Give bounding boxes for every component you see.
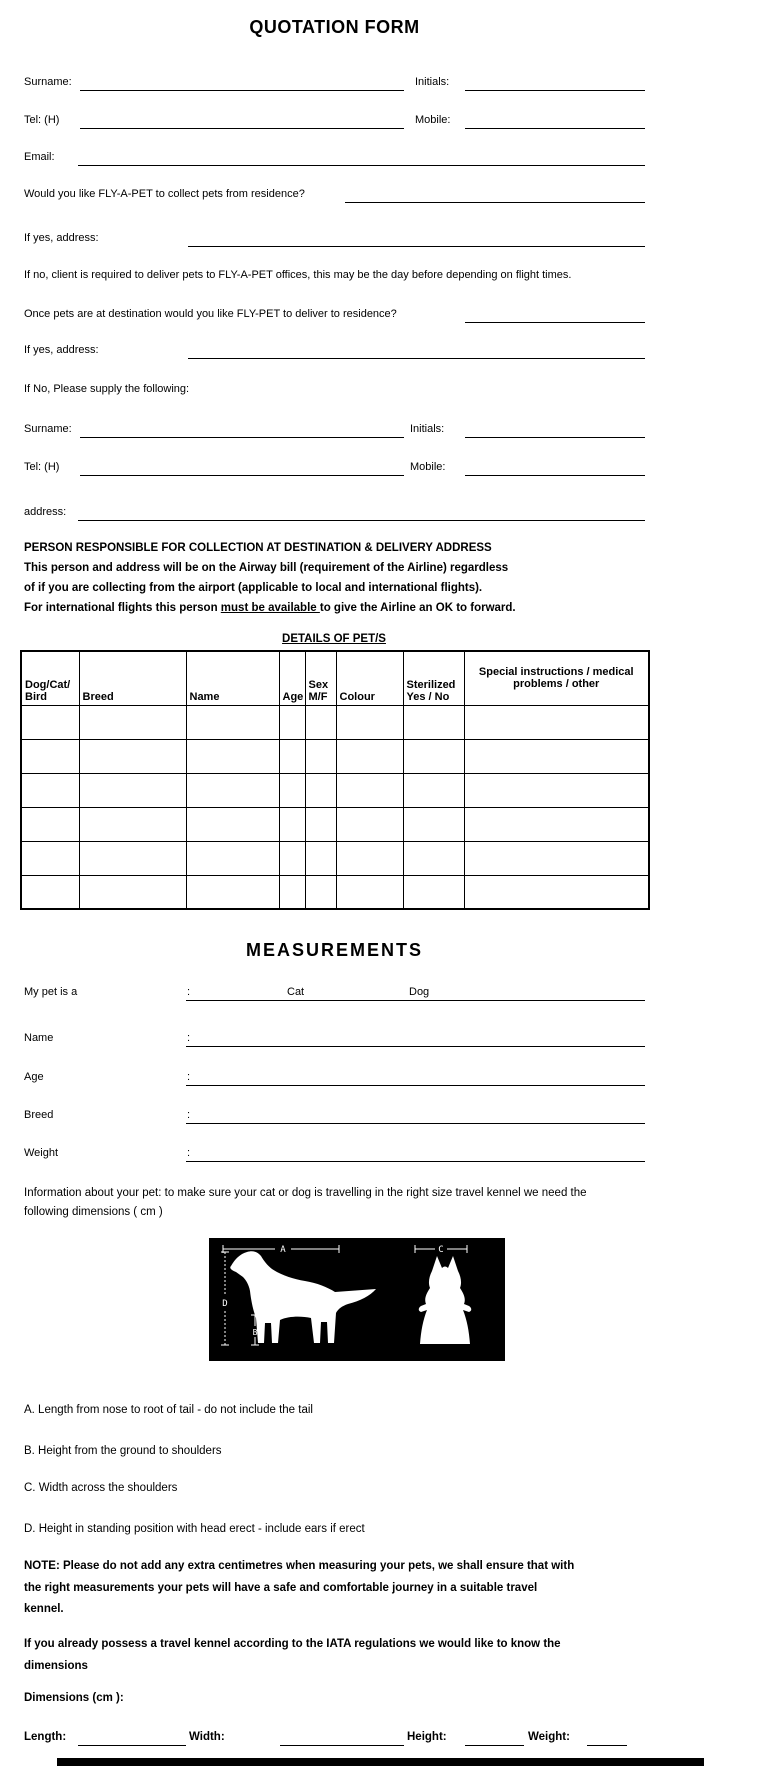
pet-table-cell[interactable] bbox=[79, 807, 186, 841]
m-age-label: Age bbox=[24, 1071, 44, 1083]
pet-table-cell[interactable] bbox=[21, 705, 79, 739]
pet-table-cell[interactable] bbox=[21, 841, 79, 875]
dest-surname-label: Surname: bbox=[24, 423, 72, 435]
deliver-answer-line[interactable] bbox=[465, 322, 645, 323]
pet-table-cell[interactable] bbox=[186, 739, 279, 773]
pet-table-cell[interactable] bbox=[464, 875, 649, 909]
dim-width-label: Width: bbox=[189, 1731, 225, 1743]
pet-table-cell[interactable] bbox=[186, 705, 279, 739]
dim-width-line[interactable] bbox=[280, 1745, 404, 1746]
pet-table-cell[interactable] bbox=[403, 841, 464, 875]
dest-initials-label: Initials: bbox=[410, 423, 445, 435]
pet-table-row bbox=[21, 773, 649, 807]
must-be-available-underline: must be available bbox=[220, 602, 320, 614]
m-name-colon: : bbox=[187, 1032, 191, 1044]
m-name-label: Name bbox=[24, 1032, 54, 1044]
dest-mobile-label: Mobile: bbox=[410, 461, 446, 473]
pet-table-cell[interactable] bbox=[403, 705, 464, 739]
if-yes-address-line[interactable] bbox=[188, 246, 645, 247]
col-header-breed: Breed bbox=[79, 651, 186, 705]
pet-table-cell[interactable] bbox=[79, 739, 186, 773]
col-header-colour: Colour bbox=[336, 651, 403, 705]
responsible-heading: PERSON RESPONSIBLE FOR COLLECTION AT DESTINATION & DELIVERY ADDRESS bbox=[24, 542, 492, 554]
surname-input-line[interactable] bbox=[80, 90, 404, 91]
m-name-line[interactable] bbox=[186, 1046, 645, 1047]
if-no-note: If no, client is required to deliver pets to FLY-A-PET offices, this may be the day before depending on flight times. bbox=[24, 269, 572, 281]
if-yes-address-line-2[interactable] bbox=[188, 358, 645, 359]
col-header-sex: Sex M/F bbox=[305, 651, 336, 705]
mobile-label: Mobile: bbox=[415, 114, 451, 126]
pet-table-cell[interactable] bbox=[186, 773, 279, 807]
cat-option[interactable]: Cat bbox=[287, 986, 305, 998]
dog-option[interactable]: Dog bbox=[409, 986, 430, 998]
m-breed-line[interactable] bbox=[186, 1123, 645, 1124]
responsible-line2: of if you are collecting from the airport (applicable to local and international flights). bbox=[24, 582, 483, 594]
page-title: QUOTATION FORM bbox=[249, 17, 420, 37]
pet-table-cell[interactable] bbox=[403, 875, 464, 909]
dim-weight-line[interactable] bbox=[587, 1745, 627, 1746]
collect-question-label: Would you like FLY-A-PET to collect pets from residence? bbox=[24, 188, 305, 200]
if-no-supply-label: If No, Please supply the following: bbox=[24, 383, 190, 395]
dim-weight-label: Weight: bbox=[528, 1731, 570, 1743]
if-yes-address-label-2: If yes, address: bbox=[24, 344, 99, 356]
dest-address-label: address: bbox=[24, 506, 67, 518]
dim-height-line[interactable] bbox=[465, 1745, 524, 1746]
pet-table-cell[interactable] bbox=[464, 705, 649, 739]
responsible-line3: For international flights this person must be available to give the Airline an OK to forward. bbox=[24, 602, 516, 614]
pet-table-row bbox=[21, 739, 649, 773]
col-header-name: Name bbox=[186, 651, 279, 705]
dest-surname-line[interactable] bbox=[80, 437, 404, 438]
dest-tel-line[interactable] bbox=[80, 475, 404, 476]
pet-type-label: My pet is a bbox=[24, 986, 78, 998]
pets-table-heading: DETAILS OF PET/S bbox=[282, 633, 386, 645]
col-header-special: Special instructions / medical problems / other bbox=[464, 651, 649, 705]
pet-table-row bbox=[21, 705, 649, 739]
if-yes-address-label: If yes, address: bbox=[24, 232, 99, 244]
pets-table bbox=[20, 650, 650, 910]
pets-table-header-row bbox=[21, 651, 649, 705]
pet-table-cell[interactable] bbox=[79, 875, 186, 909]
pet-table-cell[interactable] bbox=[336, 841, 403, 875]
pet-table-cell[interactable] bbox=[186, 875, 279, 909]
initials-label: Initials: bbox=[415, 76, 450, 88]
legend-b: B. Height from the ground to shoulders bbox=[24, 1445, 222, 1457]
responsible-line1: This person and address will be on the Airway bill (requirement of the Airline) regardless bbox=[24, 562, 509, 574]
pet-table-cell[interactable] bbox=[305, 773, 336, 807]
pet-table-cell[interactable] bbox=[279, 739, 305, 773]
pet-table-cell[interactable] bbox=[336, 705, 403, 739]
m-weight-colon: : bbox=[187, 1147, 191, 1159]
pet-table-cell[interactable] bbox=[464, 773, 649, 807]
pet-table-cell[interactable] bbox=[305, 739, 336, 773]
deliver-question-label: Once pets are at destination would you like FLY-PET to deliver to residence? bbox=[24, 308, 397, 320]
diagram-label-b: B bbox=[252, 1328, 258, 1337]
surname-label: Surname: bbox=[24, 76, 72, 88]
m-breed-label: Breed bbox=[24, 1109, 54, 1121]
col-header-species: Dog/Cat/ Bird bbox=[21, 651, 79, 705]
note-paragraph: NOTE: Please do not add any extra centimetres when measuring your pets, we shall ensure that with the right measurements your pets will have a safe and comfortable journey in a suitable travel kennel. bbox=[24, 1560, 575, 1615]
pet-table-cell[interactable] bbox=[79, 705, 186, 739]
pet-type-colon: : bbox=[187, 986, 191, 998]
pet-table-row bbox=[21, 807, 649, 841]
pet-table-cell[interactable] bbox=[403, 807, 464, 841]
pet-table-cell[interactable] bbox=[336, 773, 403, 807]
pet-table-cell[interactable] bbox=[403, 773, 464, 807]
m-age-line[interactable] bbox=[186, 1085, 645, 1086]
m-weight-line[interactable] bbox=[186, 1161, 645, 1162]
pet-table-cell[interactable] bbox=[279, 841, 305, 875]
pet-table-cell[interactable] bbox=[79, 773, 186, 807]
m-weight-label: Weight bbox=[24, 1147, 59, 1159]
kennel-info-text: Information about your pet: to make sure your cat or dog is travelling in the right size travel kennel we need the following dimensions ( cm ) bbox=[24, 1187, 587, 1218]
collect-answer-line[interactable] bbox=[345, 202, 645, 203]
page-bottom-cutoff-bar bbox=[57, 1758, 704, 1766]
pet-table-cell[interactable] bbox=[21, 739, 79, 773]
pet-measurement-diagram bbox=[209, 1238, 505, 1361]
pet-table-cell[interactable] bbox=[279, 773, 305, 807]
diagram-label-d: D bbox=[222, 1299, 228, 1309]
pet-table-cell[interactable] bbox=[21, 773, 79, 807]
legend-d: D. Height in standing position with head erect - include ears if erect bbox=[24, 1523, 365, 1535]
pet-table-cell[interactable] bbox=[464, 739, 649, 773]
pet-table-cell[interactable] bbox=[279, 875, 305, 909]
pet-table-cell[interactable] bbox=[464, 807, 649, 841]
dimensions-label: Dimensions (cm ): bbox=[24, 1692, 124, 1704]
pet-table-body bbox=[21, 705, 649, 909]
dim-length-line[interactable] bbox=[78, 1745, 186, 1746]
mobile-input-line[interactable] bbox=[465, 128, 645, 129]
pet-table-cell[interactable] bbox=[279, 807, 305, 841]
pet-table-cell[interactable] bbox=[186, 841, 279, 875]
dim-height-label: Height: bbox=[407, 1731, 447, 1743]
email-input-line[interactable] bbox=[78, 165, 645, 166]
pet-type-line[interactable] bbox=[186, 1000, 645, 1001]
pet-table-cell[interactable] bbox=[336, 739, 403, 773]
m-breed-colon: : bbox=[187, 1109, 191, 1121]
dim-length-label: Length: bbox=[24, 1731, 67, 1743]
dest-mobile-line[interactable] bbox=[465, 475, 645, 476]
pet-table-cell[interactable] bbox=[336, 807, 403, 841]
initials-input-line[interactable] bbox=[465, 90, 645, 91]
tel-input-line[interactable] bbox=[80, 128, 404, 129]
pet-table-row bbox=[21, 875, 649, 909]
kennel-paragraph: If you already possess a travel kennel according to the IATA regulations we would like to know the dimensions bbox=[24, 1638, 561, 1672]
pet-table-cell[interactable] bbox=[279, 705, 305, 739]
dest-initials-line[interactable] bbox=[465, 437, 645, 438]
pet-table-cell[interactable] bbox=[21, 807, 79, 841]
dest-tel-label: Tel: (H) bbox=[24, 461, 60, 473]
pet-table-cell[interactable] bbox=[403, 739, 464, 773]
pet-table-cell[interactable] bbox=[79, 841, 186, 875]
pet-table-cell[interactable] bbox=[464, 841, 649, 875]
diagram-label-c: C bbox=[438, 1245, 444, 1255]
col-header-sterilized: Sterilized Yes / No bbox=[403, 651, 464, 705]
pet-table-cell[interactable] bbox=[305, 875, 336, 909]
legend-c: C. Width across the shoulders bbox=[24, 1482, 178, 1494]
tel-label: Tel: (H) bbox=[24, 114, 60, 126]
pet-table-cell[interactable] bbox=[305, 841, 336, 875]
pet-table-cell[interactable] bbox=[186, 807, 279, 841]
email-label: Email: bbox=[24, 151, 55, 163]
pet-table-cell[interactable] bbox=[21, 875, 79, 909]
pet-table-cell[interactable] bbox=[305, 705, 336, 739]
pet-table-cell[interactable] bbox=[305, 807, 336, 841]
dest-address-line[interactable] bbox=[78, 520, 645, 521]
responsible-paragraph bbox=[24, 538, 614, 618]
measurements-heading: MEASUREMENTS bbox=[245, 940, 423, 960]
legend-a: A. Length from nose to root of tail - do not include the tail bbox=[24, 1404, 313, 1416]
m-age-colon: : bbox=[187, 1071, 191, 1083]
diagram-label-a: A bbox=[280, 1245, 286, 1255]
col-header-age: Age bbox=[279, 651, 305, 705]
pet-table-cell[interactable] bbox=[336, 875, 403, 909]
pet-table-row bbox=[21, 841, 649, 875]
